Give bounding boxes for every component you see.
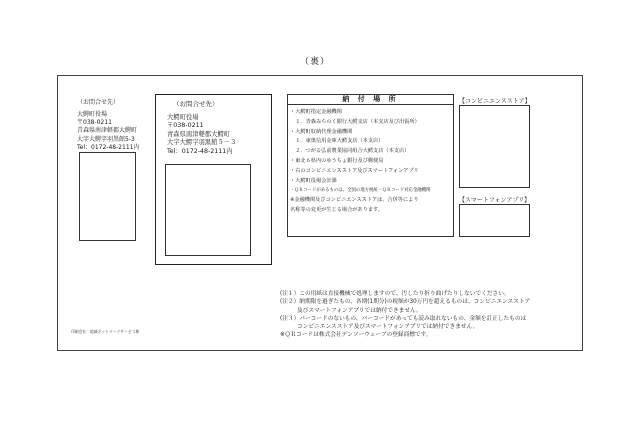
note-line: (注２）納期限を過ぎたもの、各期(1期分)の税額が30万円を超えるものは、コンビニエンスストア <box>280 299 531 306</box>
payment-line: ・東北６県内のゆうちょ銀行及び郵便局 <box>290 157 384 164</box>
mid-card-heading: （お問合せ先） <box>173 100 219 108</box>
mid-card-address <box>167 114 236 156</box>
small-card-line: 青森県南津軽郡大鰐町 <box>77 127 138 135</box>
convenience-store-label: 【コンビニエンスストア】 <box>459 98 531 105</box>
note-line: コンビニエンスストア及びスマートフォンアプリでは納付できません。 <box>280 324 479 331</box>
payment-line: ２．つがる弘前農業協同組合大鰐支店（本支店） <box>290 148 410 155</box>
payment-line: ・大鰐町指定金融機関 <box>290 109 342 115</box>
mid-card-line: 〒038-0211 <box>167 122 204 130</box>
small-card-address <box>77 111 140 152</box>
payment-line: １．青森みちのく銀行大鰐支店（本支店及び出張所） <box>290 118 420 125</box>
payment-locations-heading: 納 付 場 所 <box>287 94 454 105</box>
mid-card-line: 大鰐町役場 <box>167 114 199 121</box>
payment-line: ・大鰐町役場会計課 <box>290 177 337 184</box>
note-line: (注１）この用紙は直接機械で処理しますので、汚したり折り曲げたりしないでください。 <box>280 291 510 297</box>
notes-block <box>280 290 580 340</box>
note-line: 及びスマートフォンアプリでは納付できません。 <box>280 307 422 314</box>
mid-card-line: Tel：0172-48-2111内 <box>167 147 233 155</box>
page-title: （裏） <box>299 57 330 67</box>
small-card-line: 大鰐町役場 <box>77 111 108 118</box>
convenience-store-box <box>459 105 530 188</box>
payment-line: ・右のコンビニエンスストア及びスマートフォンアプリ <box>290 167 419 174</box>
smartphone-app-label: 【スマートフォンアプリ】 <box>459 197 531 204</box>
payment-line: ・大鰐町収納代理金融機関 <box>290 128 353 135</box>
small-card-line: 大字大鰐字羽黒館5-3 <box>77 135 135 143</box>
note-line: ※ＱＲコードは株式会社デンソーウェーブの登録商標です。 <box>280 332 432 339</box>
smartphone-app-box <box>459 204 530 237</box>
note-line: (注３）バーコードのないもの、バーコードがあっても読み取れないもの、金額を訂正したものは <box>280 315 527 322</box>
payment-locations-list <box>290 108 431 216</box>
small-card-line: 〒038-0211 <box>77 119 112 127</box>
small-card-heading: （お問合せ先） <box>77 99 120 106</box>
payment-line: 名称等の変更が生じる場合があります。 <box>290 206 383 213</box>
mid-stamp-box <box>165 164 251 256</box>
payment-line: １．東奥信用金庫大鰐支店（本支店） <box>290 138 384 145</box>
small-card-line: Tel：0172-48-2111内 <box>77 143 140 151</box>
payment-line: ※金融機関及びコンビニエンスストアは、合併等により <box>290 197 419 204</box>
payment-line: ・ＱＲコードがあるものは、全国の地方税統一ＱＲコード対応金融機関 <box>290 188 431 194</box>
small-stamp-box <box>79 152 136 241</box>
printer-credit: 印刷会社：地域ネットワークサービス株 <box>71 329 140 334</box>
mid-card-line: 大字大鰐字羽黒館５－３ <box>167 139 237 147</box>
mid-card-line: 青森県南津軽郡大鰐町 <box>167 130 230 138</box>
